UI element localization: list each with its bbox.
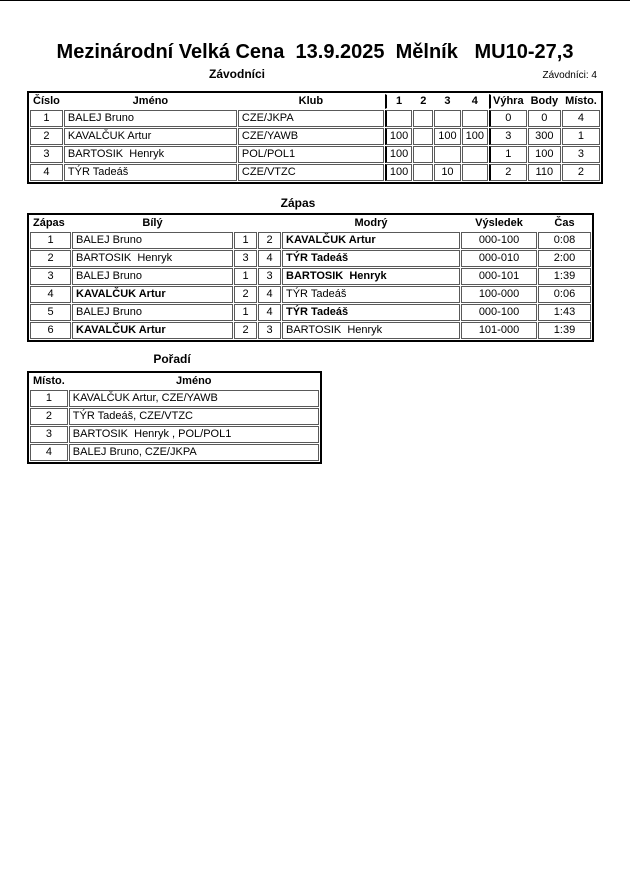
- competitor-wins: 3: [489, 128, 527, 145]
- match-blue-number: 2: [258, 232, 281, 249]
- col-header-rank-place: Místo.: [33, 375, 65, 387]
- competitor-wins: 0: [489, 110, 527, 127]
- match-row: [30, 304, 591, 321]
- col-header-name: Jméno: [132, 95, 169, 107]
- col-header-match-2: 2: [420, 95, 427, 107]
- ranking-row: [30, 408, 319, 425]
- col-header-wins: Výhra: [489, 94, 527, 109]
- ranking-name: BARTOSIK Henryk , POL/POL1: [69, 426, 319, 443]
- matches-table: [27, 213, 594, 342]
- col-header-time: Čas: [554, 217, 575, 229]
- ranking-place: 2: [30, 408, 68, 425]
- match-blue-number: 3: [258, 322, 281, 339]
- match-time: 0:06: [538, 286, 591, 303]
- match-blue-name: KAVALČUK Artur: [282, 232, 460, 249]
- competitor-match-2-score: [413, 110, 433, 127]
- match-white-number: 2: [234, 322, 257, 339]
- match-blue-number: 3: [258, 268, 281, 285]
- match-number: 5: [30, 304, 71, 321]
- match-row: [30, 250, 591, 267]
- match-white-number: 3: [234, 250, 257, 267]
- col-header-match-1: 1: [385, 94, 412, 109]
- competitor-row: [30, 146, 600, 163]
- competitor-name: TÝR Tadeáš: [64, 164, 237, 181]
- competitor-points: 110: [528, 164, 562, 181]
- competitors-section-label: Závodníci: [208, 67, 266, 81]
- ranking-name: KAVALČUK Artur, CZE/YAWB: [69, 390, 319, 407]
- match-blue-name: BARTOSIK Henryk: [282, 268, 460, 285]
- competitor-row: [30, 128, 600, 145]
- competitor-club: CZE/YAWB: [238, 128, 384, 145]
- ranking-place: 4: [30, 444, 68, 461]
- match-number: 1: [30, 232, 71, 249]
- ranking-row: [30, 426, 319, 443]
- match-white-name: KAVALČUK Artur: [72, 322, 233, 339]
- match-blue-name: TÝR Tadeáš: [282, 250, 460, 267]
- match-row: [30, 286, 591, 303]
- competitor-place: 2: [562, 164, 600, 181]
- page-title: Mezinárodní Velká Cena 13.9.2025 Mělník MU10-27,3: [56, 41, 574, 63]
- competitor-match-3-score: [434, 146, 460, 163]
- competitor-row: [30, 110, 600, 127]
- competitor-club: CZE/VTZC: [238, 164, 384, 181]
- col-header-number: Číslo: [33, 95, 60, 107]
- competitors-table: [27, 91, 603, 184]
- competitor-number: 2: [30, 128, 63, 145]
- competitors-count: Závodníci: 4: [542, 70, 597, 81]
- competitor-wins: 2: [489, 164, 527, 181]
- col-header-rank-name: Jméno: [176, 375, 212, 387]
- competitor-place: 1: [562, 128, 600, 145]
- competitor-match-2-score: [413, 164, 433, 181]
- competitor-points: 300: [528, 128, 562, 145]
- match-white-number: 1: [234, 232, 257, 249]
- col-header-match: Zápas: [33, 217, 65, 229]
- col-header-result: Výsledek: [475, 217, 523, 229]
- competitor-match-1-score: 100: [385, 146, 412, 163]
- ranking-table: [27, 371, 322, 464]
- match-white-name: BALEJ Bruno: [72, 304, 233, 321]
- matches-section-label: Zápas: [280, 196, 316, 210]
- competitor-name: BARTOSIK Henryk: [64, 146, 237, 163]
- ranking-name: TÝR Tadeáš, CZE/VTZC: [69, 408, 319, 425]
- competitor-row: [30, 164, 600, 181]
- competitor-points: 0: [528, 110, 562, 127]
- competitor-club: CZE/JKPA: [238, 110, 384, 127]
- match-number: 2: [30, 250, 71, 267]
- ranking-row: [30, 390, 319, 407]
- col-header-club: Klub: [298, 95, 324, 107]
- competitor-number: 4: [30, 164, 63, 181]
- match-number: 4: [30, 286, 71, 303]
- col-header-match-3: 3: [444, 95, 451, 107]
- match-blue-name: TÝR Tadeáš: [282, 304, 460, 321]
- competitor-match-4-score: [462, 146, 488, 163]
- match-time: 0:08: [538, 232, 591, 249]
- match-blue-number: 4: [258, 250, 281, 267]
- matches-header-row: [30, 216, 591, 231]
- competitor-match-3-score: 10: [434, 164, 460, 181]
- match-blue-name: BARTOSIK Henryk: [282, 322, 460, 339]
- col-header-points: Body: [530, 95, 559, 107]
- col-header-blue: Modrý: [354, 217, 388, 229]
- match-time: 1:43: [538, 304, 591, 321]
- match-white-name: BALEJ Bruno: [72, 268, 233, 285]
- match-result: 000-101: [461, 268, 537, 285]
- ranking-name: BALEJ Bruno, CZE/JKPA: [69, 444, 319, 461]
- competitor-place: 4: [562, 110, 600, 127]
- match-blue-number: 4: [258, 286, 281, 303]
- ranking-section-label: Pořadí: [153, 352, 191, 366]
- ranking-place: 3: [30, 426, 68, 443]
- competitor-match-4-score: 100: [462, 128, 488, 145]
- match-number: 6: [30, 322, 71, 339]
- match-white-name: BARTOSIK Henryk: [72, 250, 233, 267]
- match-time: 1:39: [538, 268, 591, 285]
- col-header-spacer: [258, 216, 281, 231]
- match-white-name: KAVALČUK Artur: [72, 286, 233, 303]
- match-row: [30, 232, 591, 249]
- ranking-row: [30, 444, 319, 461]
- match-result: 000-100: [461, 304, 537, 321]
- match-blue-name: TÝR Tadeáš: [282, 286, 460, 303]
- match-white-number: 1: [234, 268, 257, 285]
- competitor-match-1-score: 100: [385, 128, 412, 145]
- match-white-number: 2: [234, 286, 257, 303]
- competitors-header-row: [30, 94, 600, 109]
- match-result: 000-100: [461, 232, 537, 249]
- competitor-wins: 1: [489, 146, 527, 163]
- competitor-number: 1: [30, 110, 63, 127]
- col-header-spacer: [234, 216, 257, 231]
- match-white-name: BALEJ Bruno: [72, 232, 233, 249]
- ranking-place: 1: [30, 390, 68, 407]
- col-header-place: Místo.: [565, 95, 597, 107]
- competitor-name: KAVALČUK Artur: [64, 128, 237, 145]
- competitor-match-4-score: [462, 110, 488, 127]
- competitor-match-1-score: [385, 110, 412, 127]
- ranking-header-row: [30, 374, 319, 389]
- match-time: 2:00: [538, 250, 591, 267]
- competitor-place: 3: [562, 146, 600, 163]
- match-row: [30, 322, 591, 339]
- match-result: 000-010: [461, 250, 537, 267]
- match-blue-number: 4: [258, 304, 281, 321]
- competitor-number: 3: [30, 146, 63, 163]
- match-number: 3: [30, 268, 71, 285]
- competitor-match-2-score: [413, 128, 433, 145]
- competitor-points: 100: [528, 146, 562, 163]
- match-row: [30, 268, 591, 285]
- match-result: 100-000: [461, 286, 537, 303]
- competitor-match-1-score: 100: [385, 164, 412, 181]
- match-white-number: 1: [234, 304, 257, 321]
- competitor-club: POL/POL1: [238, 146, 384, 163]
- competitor-name: BALEJ Bruno: [64, 110, 237, 127]
- competitor-match-2-score: [413, 146, 433, 163]
- match-time: 1:39: [538, 322, 591, 339]
- competitor-match-4-score: [462, 164, 488, 181]
- competitor-match-3-score: 100: [434, 128, 460, 145]
- col-header-match-4: 4: [471, 95, 478, 107]
- competitor-match-3-score: [434, 110, 460, 127]
- match-result: 101-000: [461, 322, 537, 339]
- col-header-white: Bílý: [142, 217, 163, 229]
